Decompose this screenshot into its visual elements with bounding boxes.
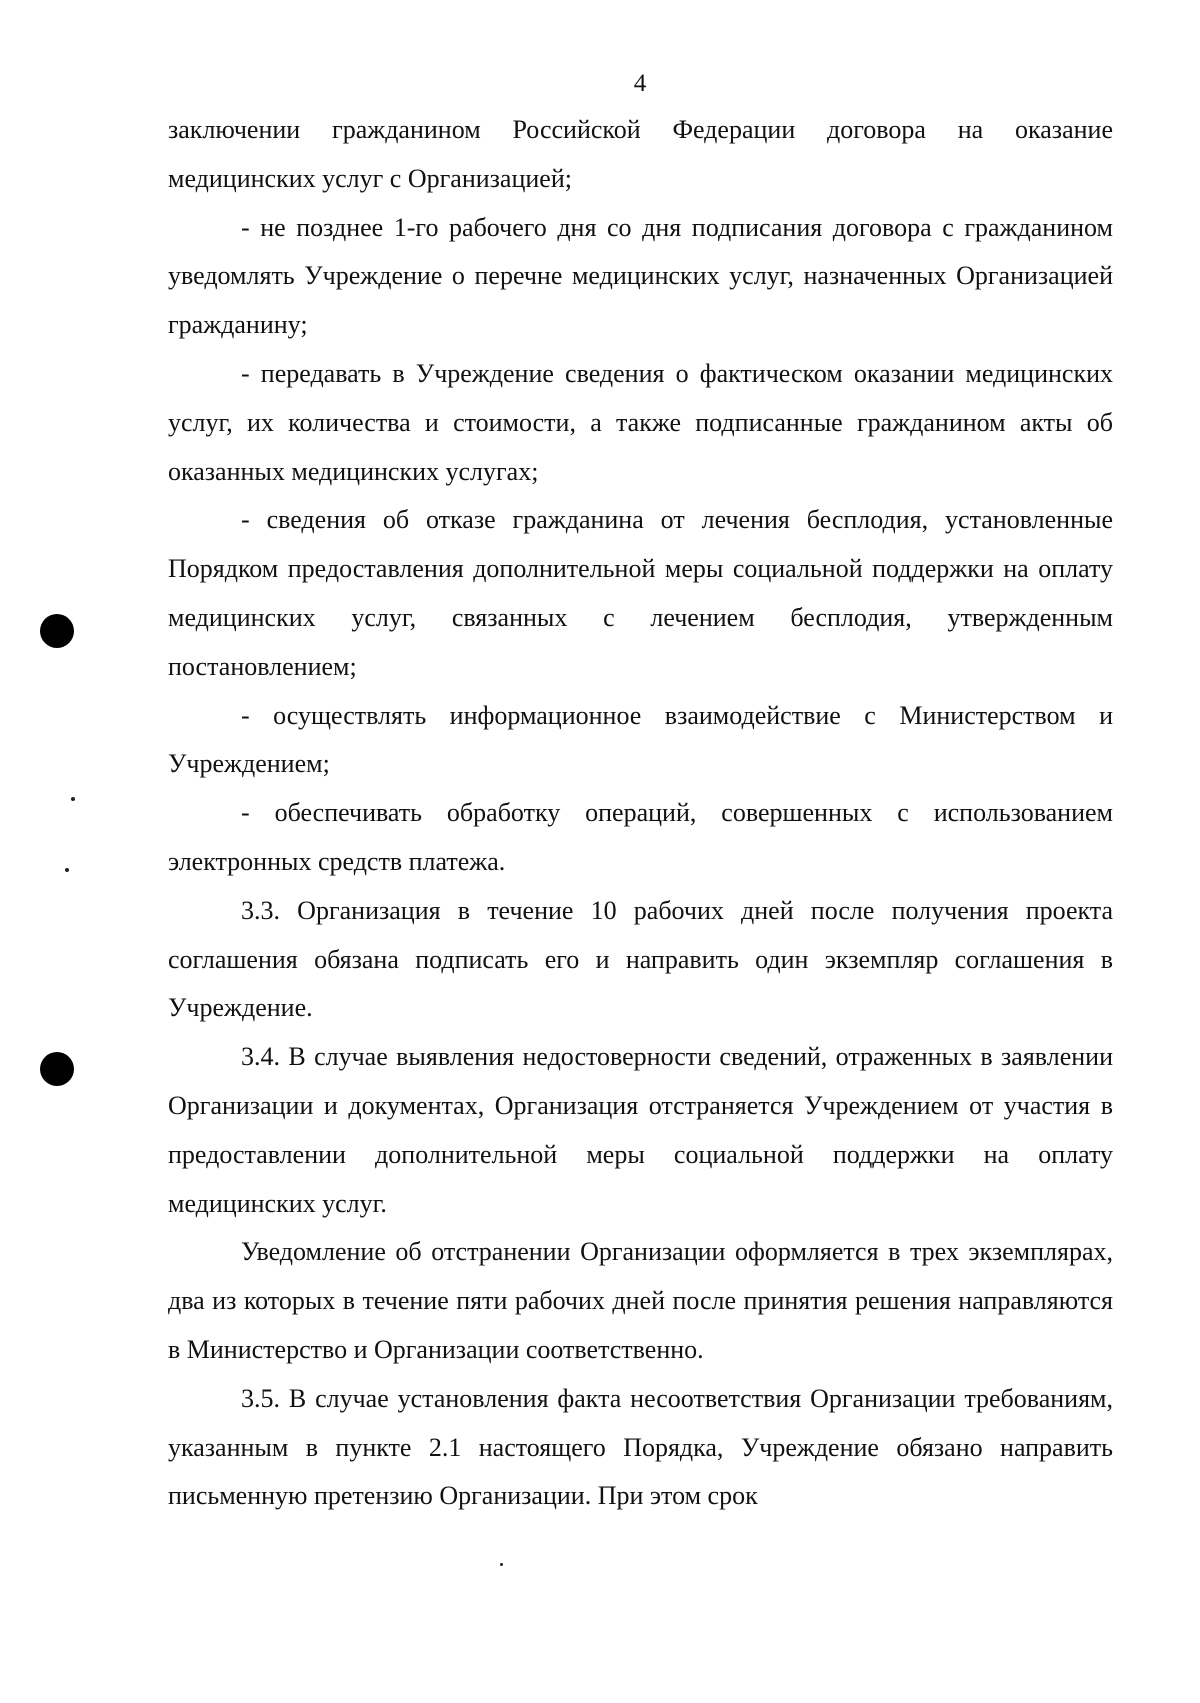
scan-speck [65,868,69,872]
clause-3-4-notice: Уведомление об отстранении Организации оформляется в трех экземплярах, два из которых в течение пяти рабочих дней после принятия решения направляются в Министерство и Организации соответственно. [168,1237,1113,1364]
document-body [168,106,1113,1521]
clause-3-3: 3.3. Организация в течение 10 рабочих дней после получения проекта соглашения обязана подписать его и направить один экземпляр соглашения в Учреждение. [168,895,1113,1023]
clause-3-5: 3.5. В случае установления факта несоответствия Организации требованиям, указанным в пункте 2.1 настоящего Порядка, Учреждение обязано направить письменную претензию Организации. При этом срок [168,1383,1113,1511]
list-item-payment-processing: - обеспечивать обработку операций, совершенных с использованием электронных средств платежа. [168,798,1113,876]
paragraph-continuation: заключении гражданином Российской Федерации договора на оказание медицинских услуг с Организацией; [168,115,1113,193]
list-item-notify-services: - не позднее 1-го рабочего дня со дня подписания договора с гражданином уведомлять Учреждение о перечне медицинских услуг, назначенных Организацией гражданину; [168,212,1113,340]
page-number: 4 [633,70,647,97]
scan-speck [71,797,75,801]
scan-speck [500,1563,503,1566]
list-item-transfer-info: - передавать в Учреждение сведения о фактическом оказании медицинских услуг, их количества и стоимости, а также подписанные гражданином акты об оказанных медицинских услугах; [168,358,1113,486]
binder-hole-mark [40,1052,74,1086]
clause-3-4: 3.4. В случае выявления недостоверности сведений, отраженных в заявлении Организации и документах, Организация отстраняется Учреждением от участия в предоставлении дополнительной меры социальной поддержки на оплату медицинских услуг. [168,1042,1113,1218]
list-item-interaction: - осуществлять информационное взаимодействие с Министерством и Учреждением; [168,700,1113,779]
list-item-refusal-info: - сведения об отказе гражданина от лечения бесплодия, установленные Порядком предоставления дополнительной меры социальной поддержки на оплату медицинских услуг, связанных с лечением бесплодия, утвержденным постановлением; [168,505,1113,681]
binder-hole-mark [40,614,74,648]
